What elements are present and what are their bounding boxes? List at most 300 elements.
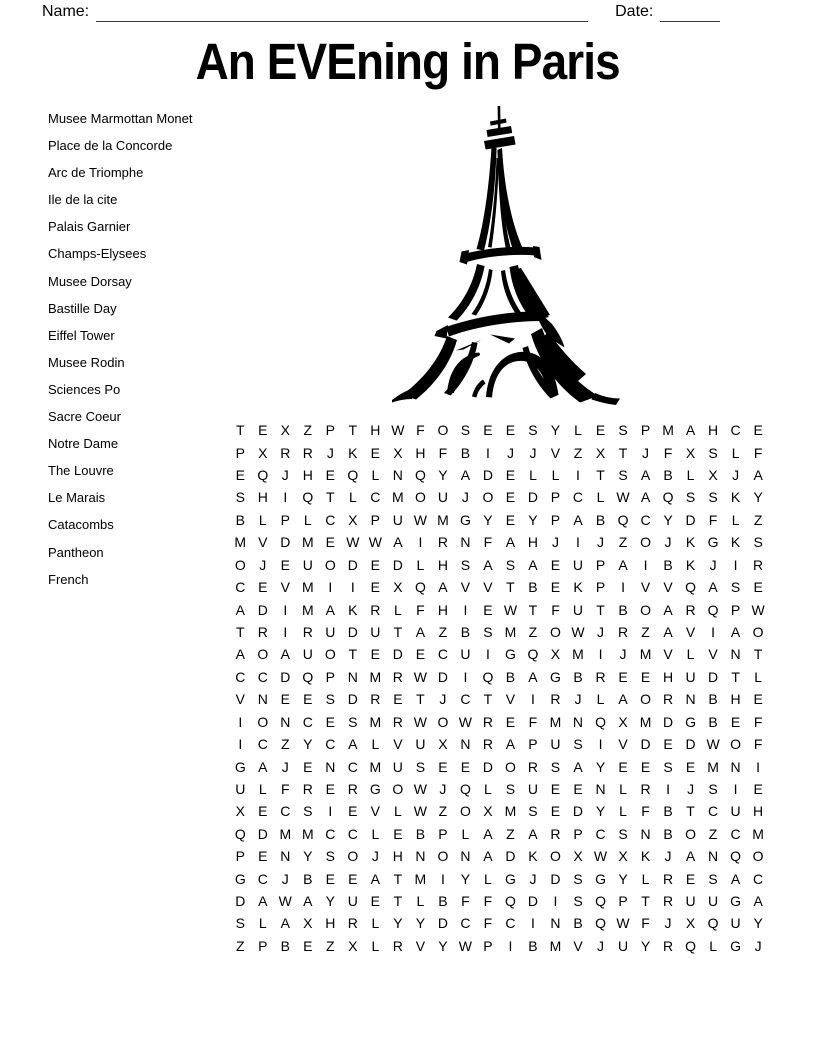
grid-cell: E bbox=[550, 556, 561, 573]
grid-cell: T bbox=[618, 444, 628, 461]
grid-cell: B bbox=[460, 444, 471, 461]
grid-cell: C bbox=[753, 870, 764, 887]
title-container bbox=[0, 33, 816, 91]
grid-cell: L bbox=[754, 668, 763, 685]
grid-cell: J bbox=[259, 556, 267, 573]
grid-cell: X bbox=[595, 444, 606, 461]
grid-cell: H bbox=[437, 601, 448, 618]
grid-cell: N bbox=[685, 691, 696, 708]
grid-cell: Z bbox=[235, 937, 245, 954]
grid-cell: S bbox=[618, 422, 628, 439]
grid-cell: W bbox=[413, 511, 427, 528]
grid-cell: L bbox=[484, 870, 492, 887]
grid-cell: V bbox=[370, 803, 381, 820]
grid-cell: D bbox=[685, 511, 696, 528]
eiffel-tower-art bbox=[392, 106, 620, 405]
grid-cell: O bbox=[685, 825, 697, 842]
grid-cell: L bbox=[393, 601, 402, 618]
grid-cell: J bbox=[597, 937, 604, 954]
grid-cell: D bbox=[572, 803, 584, 820]
grid-cell: R bbox=[595, 668, 606, 685]
grid-cell: W bbox=[706, 736, 720, 753]
grid-cell: K bbox=[573, 579, 583, 596]
word-list-item: Musee Rodin bbox=[48, 354, 125, 370]
grid-cell: C bbox=[235, 579, 246, 596]
grid-cell: R bbox=[257, 624, 268, 640]
grid-cell: M bbox=[369, 668, 382, 685]
grid-cell: V bbox=[505, 691, 516, 708]
word-list bbox=[48, 105, 193, 593]
grid-cell: C bbox=[437, 646, 448, 663]
grid-cell: N bbox=[460, 848, 471, 865]
grid-cell: E bbox=[370, 556, 381, 573]
grid-cell: P bbox=[438, 825, 448, 842]
grid-cell: M bbox=[639, 646, 652, 663]
grid-cell: T bbox=[393, 624, 403, 640]
grid-cell: F bbox=[483, 893, 493, 910]
grid-cell: J bbox=[619, 646, 627, 663]
grid-cell: M bbox=[234, 534, 247, 551]
grid-cell: C bbox=[257, 736, 268, 753]
grid-cell: J bbox=[664, 915, 672, 932]
grid-cell: A bbox=[415, 624, 426, 640]
grid-cell: R bbox=[370, 691, 381, 708]
grid-cell: M bbox=[572, 646, 584, 663]
grid-cell: Q bbox=[505, 893, 516, 910]
grid-cell: M bbox=[504, 803, 517, 820]
grid-cell: N bbox=[415, 848, 426, 865]
grid-cell: B bbox=[460, 624, 471, 640]
grid-cell: C bbox=[257, 668, 268, 685]
grid-cell: A bbox=[640, 467, 651, 484]
grid-cell: S bbox=[460, 422, 471, 439]
grid-cell: A bbox=[325, 601, 335, 618]
grid-cell: F bbox=[753, 736, 763, 753]
grid-cell: K bbox=[348, 444, 358, 461]
grid-cell: S bbox=[460, 556, 471, 573]
grid-cell: S bbox=[325, 848, 335, 865]
grid-cell: Q bbox=[234, 825, 246, 842]
grid-cell: P bbox=[258, 937, 268, 954]
grid-cell: G bbox=[459, 511, 471, 528]
grid-cell: W bbox=[368, 534, 382, 551]
grid-cell: S bbox=[708, 780, 718, 797]
grid-cell: J bbox=[597, 624, 604, 640]
grid-cell: J bbox=[664, 848, 672, 865]
date-blank-line bbox=[660, 6, 720, 22]
grid-cell: B bbox=[708, 713, 718, 730]
grid-cell: S bbox=[550, 758, 561, 775]
grid-cell: P bbox=[325, 668, 335, 685]
grid-cell: Q bbox=[595, 893, 606, 910]
grid-cell: L bbox=[416, 893, 425, 910]
grid-cell: N bbox=[572, 713, 584, 730]
grid-cell: D bbox=[392, 556, 403, 573]
grid-cell: T bbox=[596, 601, 605, 618]
grid-cell: A bbox=[528, 556, 538, 573]
grid-cell: L bbox=[416, 556, 425, 573]
grid-cell: S bbox=[708, 870, 718, 887]
name-blank-line bbox=[96, 6, 588, 22]
grid-cell: O bbox=[324, 556, 336, 573]
grid-cell: F bbox=[281, 780, 290, 797]
grid-cell: X bbox=[685, 444, 696, 461]
grid-cell: I bbox=[283, 601, 288, 618]
grid-cell: O bbox=[347, 848, 359, 865]
grid-cell: R bbox=[753, 556, 764, 573]
grid-cell: Q bbox=[685, 937, 697, 954]
grid-cell: R bbox=[617, 624, 629, 640]
grid-cell: C bbox=[730, 422, 741, 439]
grid-cell: T bbox=[235, 624, 245, 640]
grid-cell: S bbox=[708, 489, 718, 506]
grid-cell: M bbox=[301, 601, 314, 618]
grid-cell: I bbox=[485, 444, 490, 461]
grid-cell: Q bbox=[414, 467, 426, 484]
grid-cell: U bbox=[392, 758, 403, 775]
grid-cell: A bbox=[505, 736, 516, 753]
grid-cell: K bbox=[685, 534, 696, 551]
grid-cell: V bbox=[663, 646, 673, 663]
grid-cell: C bbox=[325, 511, 336, 528]
grid-cell: U bbox=[235, 780, 246, 797]
grid-cell: P bbox=[595, 579, 606, 596]
grid-cell: E bbox=[303, 937, 313, 954]
grid-cell: B bbox=[505, 668, 516, 685]
grid-cell: A bbox=[685, 848, 696, 865]
grid-cell: E bbox=[325, 534, 335, 551]
grid-cell: X bbox=[393, 579, 403, 596]
grid-cell: T bbox=[393, 870, 403, 887]
name-label: Name: bbox=[42, 3, 90, 20]
grid-cell: W bbox=[413, 713, 427, 730]
grid-cell: E bbox=[753, 422, 763, 439]
grid-cell: S bbox=[663, 758, 673, 775]
grid-cell: E bbox=[325, 467, 335, 484]
grid-cell: I bbox=[238, 713, 243, 730]
grid-cell: D bbox=[527, 489, 539, 506]
grid-cell: E bbox=[370, 579, 381, 596]
grid-cell: O bbox=[437, 848, 449, 865]
grid-cell: U bbox=[572, 556, 584, 573]
grid-cell: D bbox=[708, 668, 719, 685]
grid-cell: F bbox=[663, 444, 673, 461]
grid-cell: B bbox=[438, 893, 448, 910]
grid-cell: A bbox=[235, 601, 245, 618]
word-list-item: Bastille Day bbox=[48, 300, 117, 316]
grid-cell: Y bbox=[640, 937, 651, 954]
grid-cell: F bbox=[438, 444, 448, 461]
grid-cell: I bbox=[350, 579, 355, 596]
grid-cell: E bbox=[258, 803, 268, 820]
grid-cell: Y bbox=[438, 467, 448, 484]
grid-cell: U bbox=[572, 601, 584, 618]
grid-cell: A bbox=[528, 825, 538, 842]
grid-cell: A bbox=[663, 624, 673, 640]
grid-cell: H bbox=[753, 803, 764, 820]
grid-cell: C bbox=[325, 825, 336, 842]
grid-cell: R bbox=[392, 668, 403, 685]
word-list-item: Catacombs bbox=[48, 517, 114, 533]
word-list-item: Musee Dorsay bbox=[48, 273, 132, 289]
grid-cell: A bbox=[280, 646, 290, 663]
grid-cell: Y bbox=[303, 736, 313, 753]
puzzle-title: An EVEning in Paris bbox=[195, 33, 621, 90]
grid-cell: N bbox=[460, 534, 471, 551]
grid-cell: E bbox=[303, 758, 313, 775]
word-list-item: Palais Garnier bbox=[48, 219, 131, 235]
grid-cell: R bbox=[392, 937, 403, 954]
grid-cell: E bbox=[573, 780, 583, 797]
grid-cell: H bbox=[662, 668, 674, 685]
grid-cell: Y bbox=[438, 937, 448, 954]
grid-cell: S bbox=[528, 422, 538, 439]
word-list-item: Place de la Concorde bbox=[48, 138, 173, 154]
grid-cell: B bbox=[280, 937, 290, 954]
grid-cell: F bbox=[483, 915, 493, 932]
grid-cell: J bbox=[439, 780, 447, 797]
grid-cell: U bbox=[730, 803, 741, 820]
grid-cell: A bbox=[753, 893, 763, 910]
grid-cell: I bbox=[531, 691, 535, 708]
grid-cell: I bbox=[553, 893, 558, 910]
grid-cell: E bbox=[505, 511, 516, 528]
grid-cell: A bbox=[438, 579, 448, 596]
grid-cell: R bbox=[437, 534, 448, 551]
grid-cell: W bbox=[458, 937, 473, 954]
word-list-item: Ile de la cite bbox=[48, 192, 118, 208]
grid-cell: B bbox=[708, 691, 718, 708]
grid-cell: C bbox=[347, 825, 358, 842]
grid-cell: E bbox=[550, 803, 561, 820]
grid-cell: P bbox=[550, 489, 561, 506]
grid-cell: U bbox=[550, 736, 561, 753]
grid-cell: A bbox=[618, 556, 628, 573]
grid-cell: O bbox=[437, 422, 449, 439]
grid-cell: Q bbox=[257, 467, 269, 484]
grid-cell: M bbox=[662, 422, 674, 439]
grid-cell: I bbox=[756, 758, 761, 775]
grid-cell: A bbox=[685, 422, 696, 439]
grid-cell: Y bbox=[303, 848, 313, 865]
grid-cell: S bbox=[483, 624, 493, 640]
grid-cell: N bbox=[640, 825, 651, 842]
grid-cell: X bbox=[708, 467, 718, 484]
grid-cell: T bbox=[528, 601, 538, 618]
grid-cell: E bbox=[505, 467, 516, 484]
grid-cell: E bbox=[505, 422, 516, 439]
grid-cell: S bbox=[528, 803, 538, 820]
grid-cell: L bbox=[371, 915, 380, 932]
grid-cell: T bbox=[731, 668, 740, 685]
grid-cell: F bbox=[708, 511, 718, 528]
grid-cell: Z bbox=[303, 422, 313, 439]
grid-cell: T bbox=[235, 422, 245, 439]
grid-cell: F bbox=[753, 713, 763, 730]
grid-cell: D bbox=[280, 668, 291, 685]
grid-cell: M bbox=[301, 825, 314, 842]
grid-cell: B bbox=[595, 511, 606, 528]
grid-cell: L bbox=[551, 467, 560, 484]
grid-cell: S bbox=[235, 489, 245, 506]
grid-cell: D bbox=[280, 534, 291, 551]
grid-cell: D bbox=[257, 825, 268, 842]
grid-cell: O bbox=[234, 556, 246, 573]
grid-cell: U bbox=[392, 511, 403, 528]
grid-cell: A bbox=[663, 601, 673, 618]
grid-cell: U bbox=[730, 915, 741, 932]
word-list-item: French bbox=[48, 571, 89, 587]
grid-cell: Z bbox=[506, 825, 515, 842]
grid-cell: F bbox=[753, 444, 763, 461]
grid-cell: O bbox=[640, 534, 651, 551]
grid-cell: J bbox=[326, 444, 334, 461]
grid-cell: T bbox=[483, 691, 493, 708]
grid-cell: S bbox=[573, 893, 583, 910]
grid-cell: L bbox=[709, 937, 717, 954]
word-list-item: Notre Dame bbox=[48, 436, 119, 452]
grid-cell: P bbox=[280, 511, 290, 528]
grid-cell: C bbox=[708, 803, 719, 820]
grid-cell: N bbox=[280, 848, 291, 865]
grid-cell: L bbox=[258, 780, 267, 797]
grid-cell: Q bbox=[595, 915, 606, 932]
grid-cell: R bbox=[392, 713, 403, 730]
grid-cell: A bbox=[258, 758, 268, 775]
grid-cell: Y bbox=[550, 422, 561, 439]
grid-cell: F bbox=[551, 601, 560, 618]
grid-cell: K bbox=[348, 601, 358, 618]
grid-cell: L bbox=[641, 870, 650, 887]
grid-cell: O bbox=[730, 736, 742, 753]
grid-cell: R bbox=[370, 601, 381, 618]
grid-cell: L bbox=[348, 489, 357, 506]
grid-cell: Y bbox=[325, 893, 335, 910]
grid-cell: J bbox=[461, 489, 469, 506]
grid-cell: Z bbox=[281, 736, 290, 753]
grid-cell: J bbox=[597, 534, 604, 551]
grid-cell: Z bbox=[326, 937, 335, 954]
grid-cell: U bbox=[460, 646, 471, 663]
grid-cell: Q bbox=[707, 601, 719, 618]
grid-cell: S bbox=[618, 825, 628, 842]
grid-cell: E bbox=[595, 422, 606, 439]
grid-cell: U bbox=[370, 624, 381, 640]
grid-cell: D bbox=[685, 736, 696, 753]
grid-cell: B bbox=[235, 511, 245, 528]
grid-cell: T bbox=[506, 579, 515, 596]
grid-cell: E bbox=[550, 780, 561, 797]
grid-cell: L bbox=[731, 444, 740, 461]
grid-cell: G bbox=[595, 870, 606, 887]
grid-cell: K bbox=[640, 848, 651, 865]
grid-cell: L bbox=[574, 422, 582, 439]
grid-cell: L bbox=[393, 803, 402, 820]
worksheet-header bbox=[42, 3, 742, 22]
grid-cell: A bbox=[235, 646, 245, 663]
grid-cell: R bbox=[662, 893, 674, 910]
grid-cell: X bbox=[550, 646, 561, 663]
grid-cell: O bbox=[640, 601, 651, 618]
grid-cell: I bbox=[463, 601, 468, 618]
grid-cell: D bbox=[505, 848, 516, 865]
grid-cell: O bbox=[257, 646, 269, 663]
grid-cell: V bbox=[415, 937, 426, 954]
grid-cell: R bbox=[527, 758, 539, 775]
grid-cell: P bbox=[235, 848, 245, 865]
grid-cell: W bbox=[413, 668, 427, 685]
grid-cell: S bbox=[573, 736, 583, 753]
grid-cell: I bbox=[485, 646, 490, 663]
grid-cell: R bbox=[302, 780, 313, 797]
grid-cell: J bbox=[664, 534, 672, 551]
grid-cell: V bbox=[483, 579, 493, 596]
grid-cell: Y bbox=[753, 915, 763, 932]
grid-cell: I bbox=[463, 668, 468, 685]
grid-cell: J bbox=[281, 758, 289, 775]
grid-cell: E bbox=[303, 691, 313, 708]
date-label: Date: bbox=[615, 3, 654, 20]
grid-cell: Q bbox=[302, 489, 314, 506]
grid-cell: H bbox=[708, 422, 719, 439]
grid-cell: X bbox=[348, 511, 358, 528]
grid-cell: B bbox=[663, 803, 673, 820]
grid-cell: Q bbox=[707, 915, 719, 932]
grid-cell: Q bbox=[730, 848, 742, 865]
grid-cell: P bbox=[483, 937, 493, 954]
word-list-item: Eiffel Tower bbox=[48, 327, 115, 343]
grid-cell: N bbox=[280, 713, 291, 730]
grid-cell: H bbox=[302, 467, 313, 484]
grid-cell: E bbox=[640, 758, 651, 775]
grid-cell: L bbox=[303, 511, 312, 528]
grid-cell: Y bbox=[595, 758, 606, 775]
grid-cell: I bbox=[666, 780, 670, 797]
grid-cell: D bbox=[235, 893, 246, 910]
grid-cell: K bbox=[730, 489, 741, 506]
grid-cell: K bbox=[730, 534, 741, 551]
grid-cell: D bbox=[257, 601, 268, 618]
grid-cell: X bbox=[618, 713, 628, 730]
grid-cell: R bbox=[662, 937, 674, 954]
grid-cell: A bbox=[483, 825, 493, 842]
grid-cell: P bbox=[573, 825, 583, 842]
grid-cell: Y bbox=[393, 915, 403, 932]
grid-cell: B bbox=[528, 579, 538, 596]
grid-cell: V bbox=[685, 624, 696, 640]
grid-cell: G bbox=[505, 870, 516, 887]
grid-cell: N bbox=[460, 736, 471, 753]
grid-cell: E bbox=[348, 803, 358, 820]
grid-cell: Z bbox=[573, 444, 583, 461]
grid-cell: N bbox=[257, 691, 268, 708]
grid-cell: Q bbox=[482, 668, 494, 685]
grid-cell: D bbox=[482, 467, 493, 484]
grid-cell: S bbox=[348, 713, 358, 730]
grid-cell: O bbox=[752, 624, 764, 640]
grid-cell: Q bbox=[617, 511, 629, 528]
grid-cell: O bbox=[414, 489, 426, 506]
grid-cell: V bbox=[235, 691, 245, 708]
grid-cell: C bbox=[460, 915, 471, 932]
grid-cell: W bbox=[616, 915, 630, 932]
grid-cell: O bbox=[437, 713, 449, 730]
grid-cell: X bbox=[573, 848, 583, 865]
grid-cell: E bbox=[483, 422, 493, 439]
grid-cell: R bbox=[662, 691, 674, 708]
eiffel-tower-illustration bbox=[390, 100, 630, 410]
grid-cell: I bbox=[418, 534, 423, 551]
